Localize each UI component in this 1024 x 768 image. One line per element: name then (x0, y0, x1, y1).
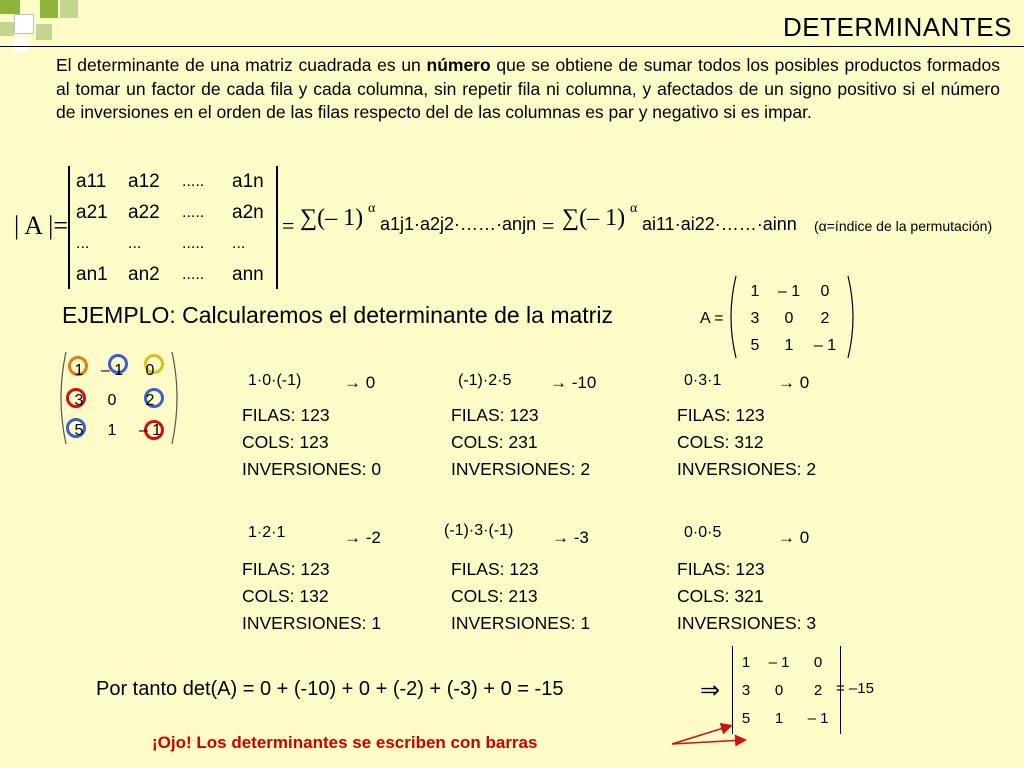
alpha-exponent-2: α (630, 201, 638, 216)
term-info: FILAS: 123 COLS: 321 INVERSIONES: 3 (677, 559, 817, 633)
matrix-cell: 3 (741, 681, 751, 699)
warning-note: ¡Ojo! Los determinantes se escriben con barras (152, 733, 538, 752)
matrix-cell: ... (128, 234, 142, 252)
term-info: FILAS: 123 COLS: 231 INVERSIONES: 2 (451, 405, 591, 479)
matrix-cell: 1 (741, 653, 751, 671)
final-value: = –15 (836, 680, 874, 697)
matrix-cell: a22 (128, 201, 160, 223)
arrow-icon: → 0 (778, 528, 810, 547)
equals-sign-2: = (542, 213, 555, 238)
intro-paragraph: El determinante de una matriz cuadrada es un número que se obtiene de sumar todos los posibles productos formados al tomar un factor de cada fila y cada columna, sin repetir fila ni columna, y afectados de un signo positivo si el número de inversiones en el orden de las filas respecto del de las columnas es par y negativo si es impar. (56, 55, 1001, 122)
arrow-icon: → -10 (550, 373, 597, 392)
matrix-cell: 1 (750, 282, 760, 300)
term-expression: (-1)·2·5 (458, 372, 512, 389)
term-info: FILAS: 123 COLS: 312 INVERSIONES: 2 (677, 405, 817, 479)
matrix-cell: – 1 (777, 282, 801, 300)
matrix-cell: – 1 (100, 362, 124, 379)
matrix-cell: 2 (813, 681, 823, 699)
matrix-cell: ..... (182, 265, 205, 283)
matrix-cell: 0 (820, 282, 830, 300)
matrix-cell: ... (76, 234, 90, 252)
term-info: FILAS: 123 COLS: 213 INVERSIONES: 1 (451, 559, 591, 633)
matrix-cell: a2n (232, 201, 264, 223)
product-2: ai11·ai22·……·ainn (642, 214, 797, 234)
matrix-cell: 0 (813, 653, 823, 671)
alpha-exponent-1: α (368, 201, 376, 216)
matrix-cell: 5 (750, 336, 760, 354)
matrix-cell: a11 (76, 170, 107, 192)
term-expression: 0·3·1 (684, 372, 722, 389)
arrow-icon: → 0 (344, 373, 376, 392)
matrix-cell: 3 (74, 392, 84, 409)
formula-lhs: | A |= (14, 211, 68, 240)
matrix-cell: 0 (784, 309, 794, 327)
matrix-cell: ann (232, 263, 264, 285)
implies-icon: ⇒ (700, 677, 721, 704)
example-matrix (728, 272, 856, 362)
matrix-cell: 1 (774, 709, 784, 727)
final-result: Por tanto det(A) = 0 + (-10) + 0 + (-2) + (-3) + 0 = -15 (96, 678, 564, 700)
matrix-cell: ..... (182, 203, 205, 221)
matrix-cell: an2 (128, 263, 160, 285)
matrix-cell: – 1 (813, 336, 837, 354)
matrix-cell: 5 (741, 709, 751, 727)
red-arrows (660, 700, 760, 760)
matrix-cell: a1n (232, 170, 264, 192)
summation-1: ∑(– 1) (300, 205, 364, 231)
arrow-icon: → 0 (778, 373, 810, 392)
circled-matrix (56, 348, 180, 448)
summation-2: ∑(– 1) (562, 205, 626, 231)
matrix-cell: 2 (820, 309, 830, 327)
det-bar-right (276, 166, 278, 289)
matrix-cell: 0 (774, 681, 784, 699)
example-heading: EJEMPLO: Calcularemos el determinante de la matriz (62, 302, 613, 328)
example-matrix-label: A = (700, 310, 724, 327)
matrix-cell: 1 (74, 362, 84, 379)
matrix-cell: 5 (74, 422, 84, 439)
arrow-icon: → -3 (552, 528, 589, 547)
general-matrix (76, 166, 272, 290)
matrix-cell: – 1 (768, 653, 790, 671)
det-bar-left (68, 166, 70, 289)
matrix-cell: 1 (784, 336, 794, 354)
term-expression: 1·0·(-1) (248, 372, 302, 389)
permutation-index-note: (α=índice de la permutación) (814, 218, 993, 234)
arrow-icon: → -2 (344, 528, 381, 547)
term-expression: 1·2·1 (248, 524, 286, 541)
matrix-cell: – 1 (807, 709, 829, 727)
matrix-cell: 0 (145, 362, 155, 379)
title-divider (0, 46, 1024, 47)
equals-sign: = (282, 213, 295, 238)
matrix-cell: 2 (145, 392, 155, 409)
page-title: DETERMINANTES (783, 12, 1012, 42)
matrix-cell: ..... (182, 172, 205, 190)
term-info: FILAS: 123 COLS: 132 INVERSIONES: 1 (242, 559, 382, 633)
matrix-cell: a12 (128, 170, 160, 192)
matrix-cell: ..... (182, 234, 205, 252)
matrix-cell: ... (232, 234, 246, 252)
term-info: FILAS: 123 COLS: 123 INVERSIONES: 0 (242, 405, 382, 479)
matrix-cell: a21 (76, 201, 108, 223)
term-expression: (-1)·3·(-1) (444, 522, 514, 539)
matrix-cell: 0 (107, 392, 117, 409)
matrix-cell: – 1 (138, 422, 162, 439)
matrix-cell: 1 (107, 422, 117, 439)
matrix-cell: an1 (76, 263, 108, 285)
matrix-cell: 3 (750, 309, 760, 327)
term-expression: 0·0·5 (684, 524, 722, 541)
product-1: a1j1·a2j2·……·anjn (380, 214, 537, 234)
